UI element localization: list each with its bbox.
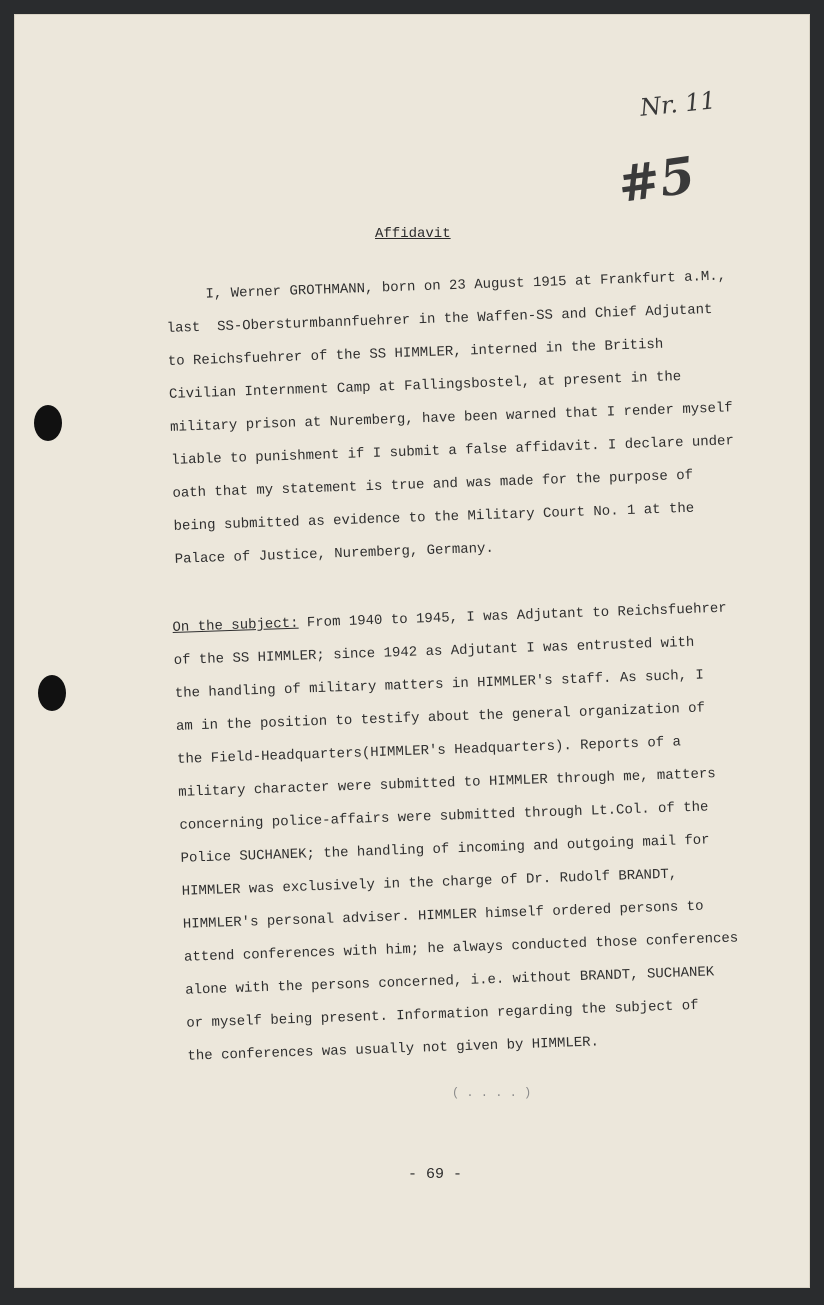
text-line: liable to punishment if I submit a false affidavit. I declare under: [171, 433, 735, 469]
text-line: the conferences was usually not given by HIMMLER.: [187, 1034, 600, 1065]
text-line: Civilian Internment Camp at Fallingsbostel, at present in the: [168, 369, 682, 403]
signature-fragment: ( . . . . ): [452, 1086, 532, 1100]
punch-hole-top: [34, 405, 62, 441]
text-line: to Reichsfuehrer of the SS HIMMLER, interned in the British: [167, 336, 664, 370]
text-line: or myself being present. Information regarding the subject of: [186, 997, 699, 1032]
handwritten-doc-number: Nr. 11: [638, 86, 717, 122]
punch-hole-bottom: [38, 675, 66, 711]
document-title: Affidavit: [375, 226, 451, 242]
text-line: the handling of military matters in HIMMLER's staff. As such, I: [174, 667, 705, 702]
paragraph-subject: [172, 592, 748, 1073]
text-line: military character were submitted to HIMMLER through me, matters: [178, 766, 716, 801]
text-line: Police SUCHANEK; the handling of incoming and outgoing mail for: [180, 832, 710, 867]
page-number: - 69 -: [408, 1166, 463, 1183]
text-line: military prison at Nuremberg, have been warned that I render myself: [169, 400, 734, 436]
text-line: oath that my statement is true and was made for the purpose of: [172, 467, 694, 502]
text-line: the Field-Headquarters(HIMMLER's Headquarters). Reports of a: [176, 734, 682, 768]
handwritten-exhibit-mark: #5: [614, 144, 699, 215]
text-line: concerning police-affairs were submitted through Lt.Col. of the: [179, 799, 709, 834]
text-line: alone with the persons concerned, i.e. without BRANDT, SUCHANEK: [184, 964, 715, 999]
text-line: last SS-Obersturmbannfuehrer in the Waffen-SS and Chief Adjutant: [166, 301, 713, 337]
subject-first-line: From 1940 to 1945, I was Adjutant to Reichsfuehrer: [298, 600, 728, 632]
text-line: being submitted as evidence to the Military Court No. 1 at the: [173, 500, 695, 535]
text-line: am in the position to testify about the general organization of: [175, 700, 706, 735]
text-line: HIMMLER's personal adviser. HIMMLER himself ordered persons to: [182, 898, 704, 933]
subject-label: On the subject:: [172, 615, 299, 636]
text-line: I, Werner GROTHMANN, born on 23 August 1915 at Frankfurt a.M.,: [205, 268, 727, 303]
paragraph-oath: [165, 260, 735, 576]
text-line: attend conferences with him; he always conducted those conferences: [183, 930, 739, 966]
text-line: HIMMLER was exclusively in the charge of Dr. Rudolf BRANDT,: [181, 866, 678, 900]
text-line: of the SS HIMMLER; since 1942 as Adjutant I was entrusted with: [173, 634, 695, 669]
text-line: Palace of Justice, Nuremberg, Germany.: [174, 540, 495, 568]
